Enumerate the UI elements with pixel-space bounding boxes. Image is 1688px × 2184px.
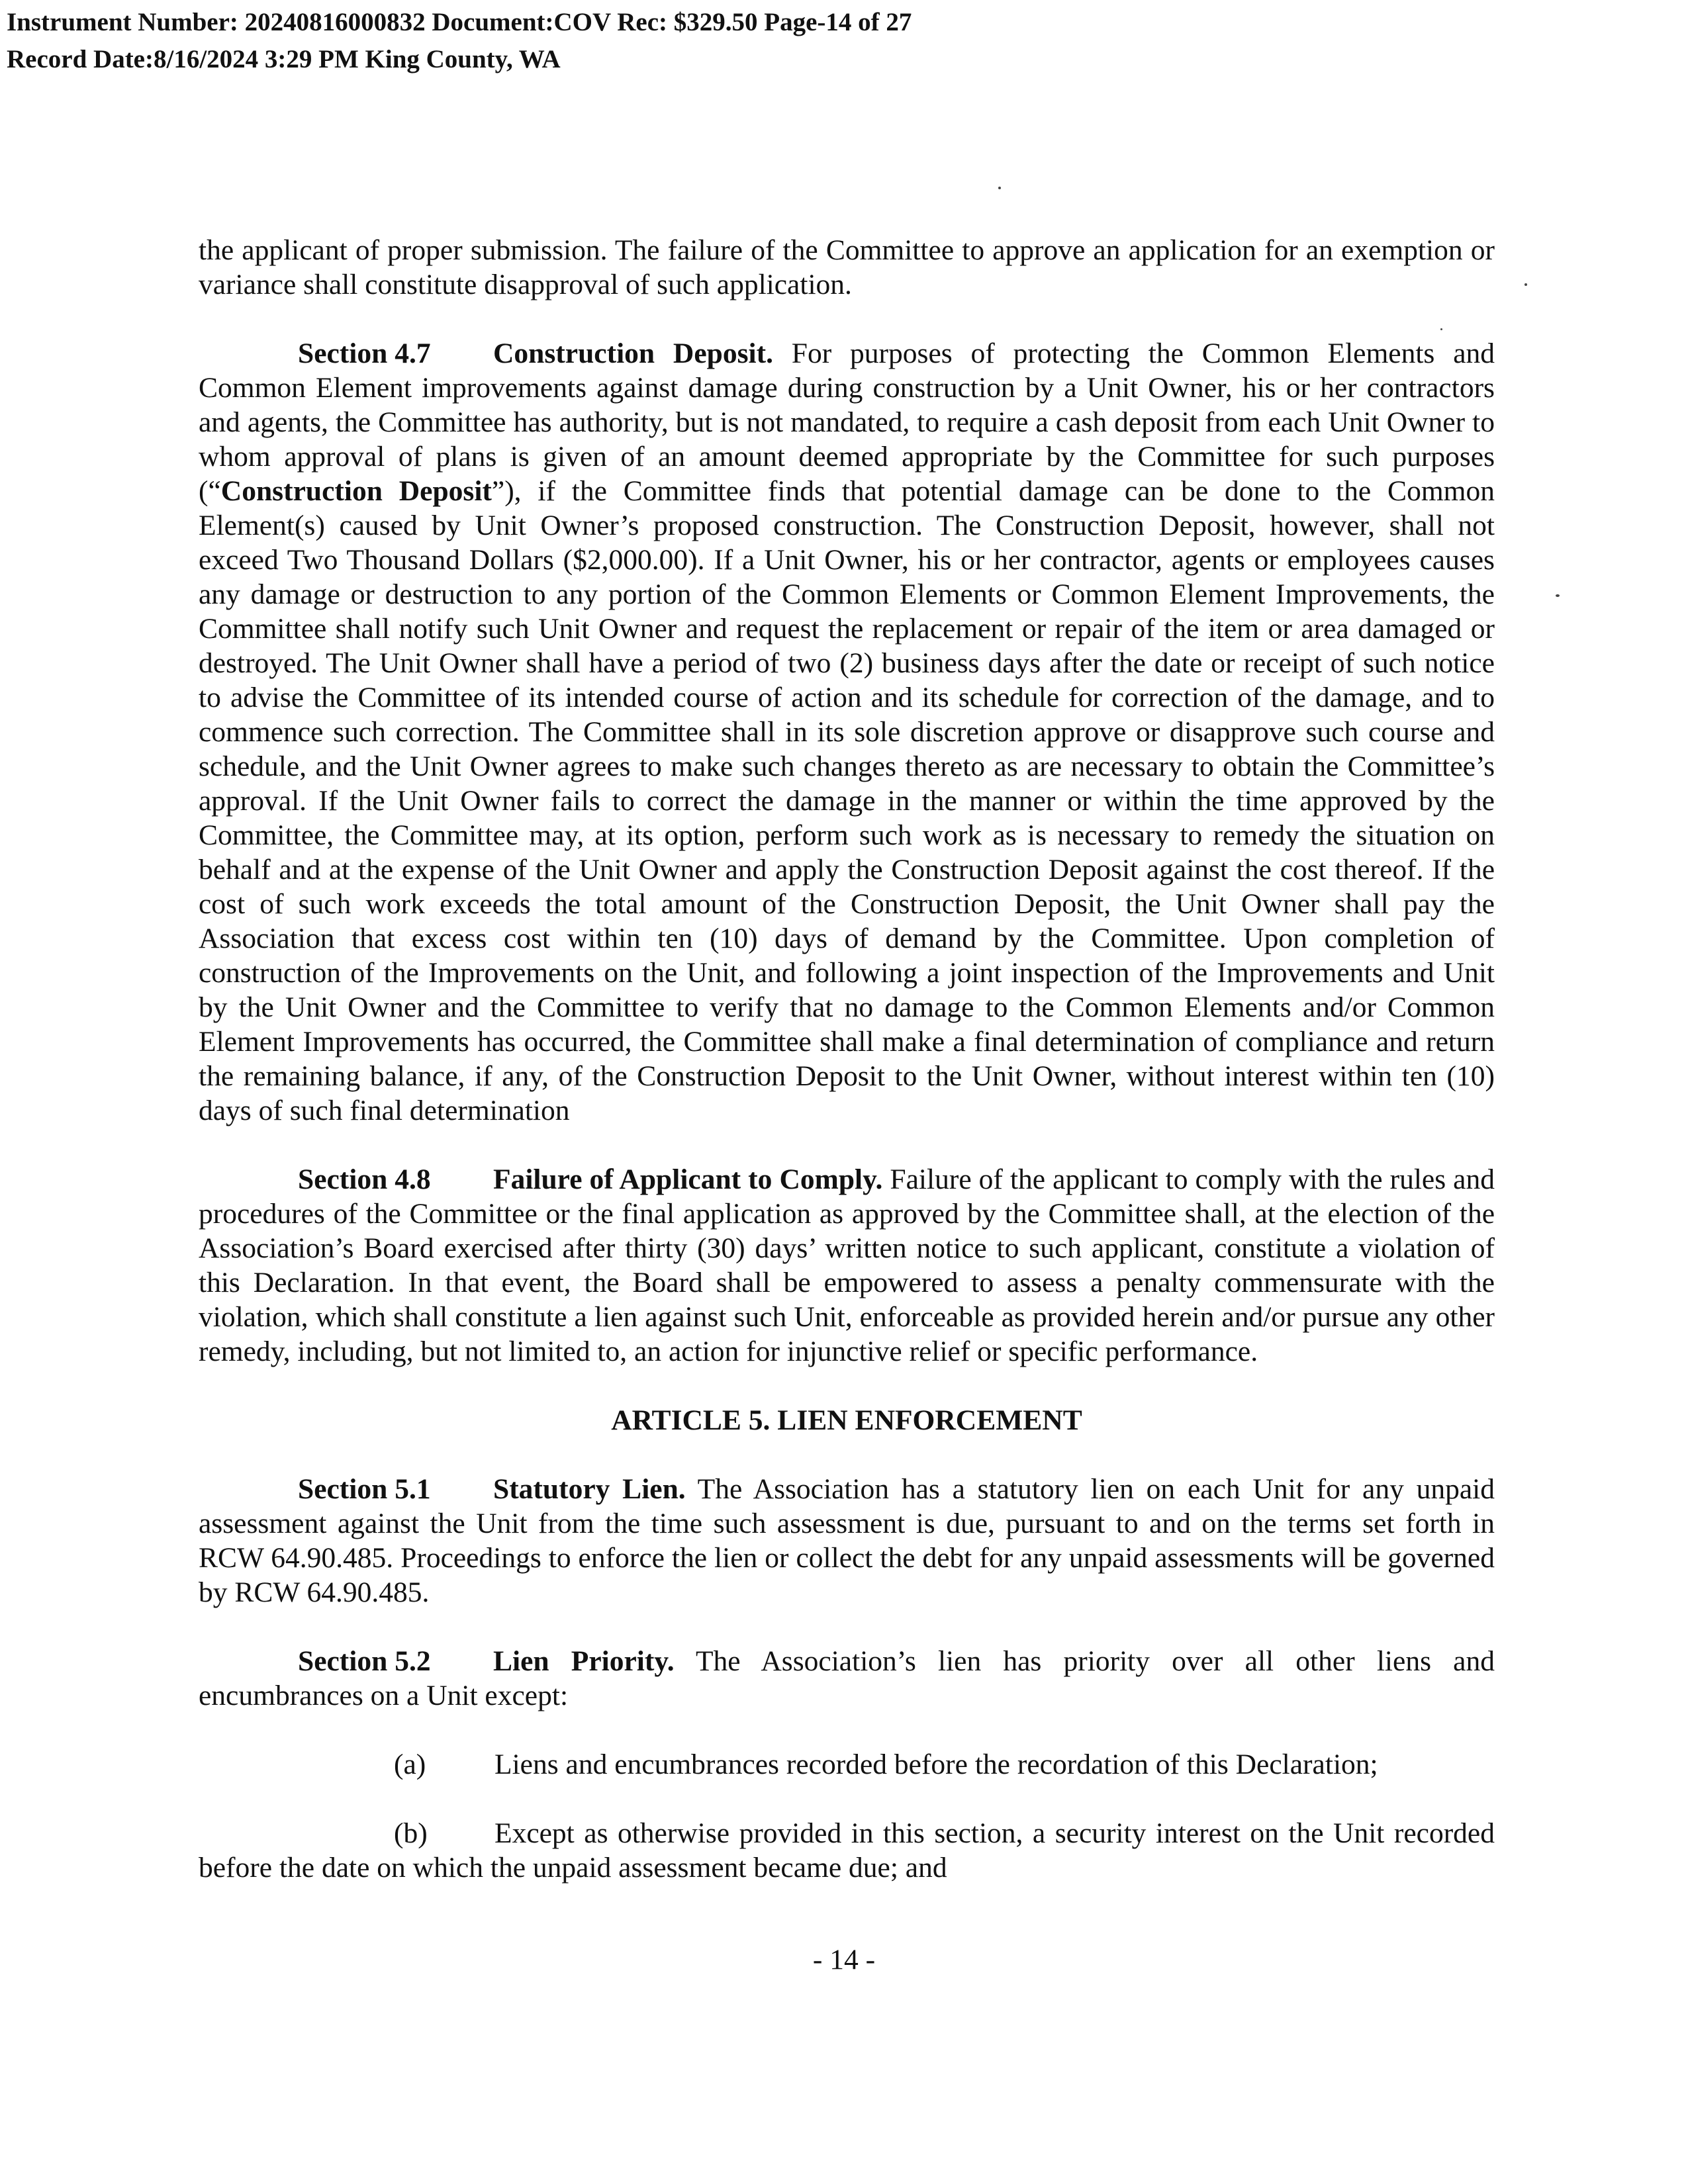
section-number: Section 4.7 xyxy=(298,338,431,369)
recording-header xyxy=(7,4,912,78)
section-4-8 xyxy=(199,1162,1495,1369)
scan-speck xyxy=(1524,283,1527,286)
section-number: Section 5.1 xyxy=(298,1473,431,1505)
section-title: Lien Priority. xyxy=(493,1645,675,1677)
section-5-1 xyxy=(199,1472,1495,1610)
article-heading: ARTICLE 5. LIEN ENFORCEMENT xyxy=(611,1404,1082,1436)
list-item-a xyxy=(199,1747,1495,1782)
section-title: Statutory Lien. xyxy=(493,1473,686,1505)
section-text: The Association has a statutory lien on each Unit for any unpaid assessment against the Unit from the time such assessment is due, pursuant to and on the terms set forth in RCW 64.90.485. Proceedings to enforce the lien or collect the debt for any unpaid assessments will be governed by RCW 64.90.485. xyxy=(199,1473,1495,1608)
section-number: Section 4.8 xyxy=(298,1163,431,1195)
list-item-text: Except as otherwise provided in this section, a security interest on the Unit recorded before the date on which the unpaid assessment became due; and xyxy=(199,1817,1495,1884)
section-text: For purposes of protecting the Common Elements and Common Element improvements against damage during construction by a Unit Owner, his or her contractors and agents, the Committee has authority, but is not mandated, to require a cash deposit from each Unit Owner to whom approval of plans is given of an amount deemed appropriate by the Committee for such purposes (“ xyxy=(199,338,1495,507)
section-4-7 xyxy=(199,336,1495,1128)
scan-speck xyxy=(1556,594,1560,597)
section-number: Section 5.2 xyxy=(298,1645,431,1677)
recording-info-line: Instrument Number: 20240816000832 Document:COV Rec: $329.50 Page-14 of 27 xyxy=(7,8,912,36)
page-number: - 14 - xyxy=(812,1944,876,1976)
list-item-b xyxy=(199,1816,1495,1885)
scan-speck xyxy=(998,187,1001,189)
section-5-2 xyxy=(199,1644,1495,1713)
section-text: The Association’s lien has priority over all other liens and encumbrances on a Unit except: xyxy=(199,1645,1495,1711)
section-text: ”), if the Committee finds that potential damage can be done to the Common Element(s) caused by Unit Owner’s proposed construction. The Construction Deposit, however, shall not exceed Two Thousand Dollars ($2,000.00). If a Unit Owner, his or her contractor, agents or employees causes any damage or destruction to any portion of the Common Elements or Common Element Improvements, the Committee shall notify such Unit Owner and request the replacement or repair of the item or area damaged or destroyed. The Unit Owner shall have a period of two (2) business days after the date or receipt of such notice to advise the Committee of its intended course of action and its schedule for correction of the damage, and to commence such correction. The Committee shall in its sole discretion approve or disapprove such course and schedule, and the Unit Owner agrees to make such changes thereto as are necessary to obtain the Committee’s approval. If the Unit Owner fails to correct the damage in the manner or within the time approved by the Committee, the Committee may, at its option, perform such work as is necessary to remedy the situation on behalf and at the expense of the Unit Owner and apply the Construction Deposit against the cost thereof. If the cost of such work exceeds the total amount of the Construction Deposit, the Unit Owner shall pay the Association that excess cost within ten (10) days of demand by the Committee. Upon completion of construction of the Improvements on the Unit, and following a joint inspection of the Improvements and Unit by the Unit Owner and the Committee to verify that no damage to the Common Elements and/or Common Element Improvements has occurred, the Committee shall make a final determination of compliance and return the remaining balance, if any, of the Construction Deposit to the Unit Owner, without interest within ten (10) days of such final determination xyxy=(199,475,1495,1126)
section-title: Failure of Applicant to Comply. xyxy=(493,1163,883,1195)
list-item-label: (b) xyxy=(394,1817,428,1849)
document-body xyxy=(199,233,1495,1885)
list-item-label: (a) xyxy=(394,1749,426,1780)
continued-paragraph: the applicant of proper submission. The failure of the Committee to approve an application for an exemption or variance shall constitute disapproval of such application. xyxy=(199,234,1495,300)
section-title: Construction Deposit. xyxy=(493,338,773,369)
scan-speck xyxy=(1440,328,1442,330)
record-date-line: Record Date:8/16/2024 3:29 PM King County, WA xyxy=(7,45,561,73)
list-item-text: Liens and encumbrances recorded before the recordation of this Declaration; xyxy=(494,1749,1378,1780)
section-text: Failure of the applicant to comply with the rules and procedures of the Committee or the final application as approved by the Committee shall, at the election of the Association’s Board exercised after thirty (30) days’ written notice to such applicant, constitute a violation of this Declaration. In that event, the Board shall be empowered to assess a penalty commensurate with the violation, which shall constitute a lien against such Unit, enforceable as provided herein and/or pursue any other remedy, including, but not limited to, an action for injunctive relief or specific performance. xyxy=(199,1163,1495,1367)
defined-term: Construction Deposit xyxy=(220,475,492,507)
